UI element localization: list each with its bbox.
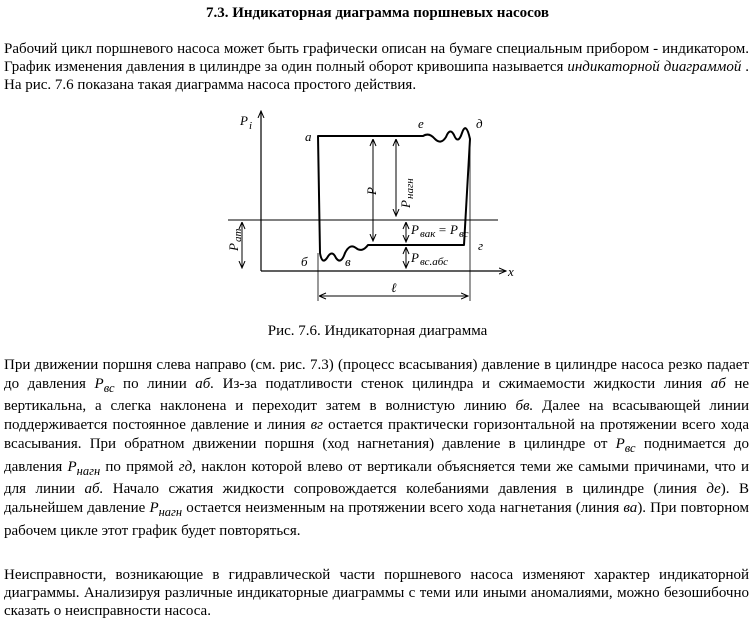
line-ref: бв. [515,398,534,415]
line-ref: де [706,481,721,498]
text-run: ). При повторном рабочем цикле этот график будет повторяться. [4,499,749,539]
p-vsabs-subscript: вс.абс [420,256,449,268]
point-e-label: е [418,116,424,131]
text-run: поднимается до давления [4,435,749,475]
symbol: Р [67,458,77,475]
l-label: ℓ [391,280,397,295]
point-a-label: а [305,129,312,144]
intro-paragraph [4,40,749,94]
diagram-contour [318,128,470,260]
p-vs-subscript: вс [459,228,469,240]
symbol-subscript: вс [624,440,636,455]
text-run: . На рис. 7.6 показана такая диаграмма насоса простого действия. [4,59,750,93]
line-ref: вг [310,417,324,434]
point-g-label: г [478,238,484,253]
text-run: При движении поршня слева направо (см. рис. 7.3) (процесс всасывания) давление в цилиндре насоса резко падает до давления [4,357,749,392]
p-vak-label: P [411,222,419,237]
symbol-subscript: нагн [76,463,101,478]
p-nagn-label: P [398,200,413,208]
p-vs-equals: = P [438,222,458,237]
text-run: Рабочий цикл поршневого насоса может быть графически описан на бумаге специальным прибором - индикатором. График изменения давления в цилиндре за один полный оборот кривошипа называется [4,41,749,75]
indicator-diagram-figure [228,103,528,313]
point-b-label: б [301,254,308,269]
term-indicator-diagram: индикаторной диаграммой [567,59,742,75]
p-vsabs-label: P [411,250,419,265]
point-v-label: в [345,254,351,269]
p-vak-subscript: вак [420,228,436,240]
figure-caption: Рис. 7.6. Индикаторная диаграмма [267,323,488,339]
p-at-subscript: ат [232,228,244,242]
p-nagn-subscript: нагн [404,178,416,199]
text-run: остается практически горизонтальной на протяжении всего хода всасывания. При обратном движении поршня (ход нагнетания) давление в цилиндре от [4,417,749,452]
text-run: Из-за податливости стенок цилиндра и сжимаемости жидкости линия [214,375,711,392]
process-paragraph [4,356,749,540]
point-d-label: д [476,116,483,131]
symbol: Р [615,435,625,452]
text-run: ). В дальнейшем давление [4,481,750,516]
p-at-label-group [226,229,244,253]
axis-y-subscript: i [249,120,253,132]
text-run: не вертикальна, а слегка наклонена и переходит затем в волнистую линию [4,375,750,415]
p-label: P [364,187,379,195]
p-at-label: P [226,243,241,251]
text-run: остается неизменным на протяжении всего хода нагнетания (линия [182,499,624,516]
text-run: , наклон которой влево от вертикали объясняется теми же самыми причинами, что и для линии [4,458,749,498]
section-heading: 7.3. Индикаторная диаграмма поршневых насосов [205,5,549,21]
text-run: Начало сжатия жидкости сопровождается колебаниями давления в цилиндре (линия [103,481,707,498]
symbol-subscript: нагн [158,504,183,519]
axis-y-label: P [240,113,248,128]
text-run: по прямой [100,458,179,475]
line-ref: аб. [84,481,104,498]
text-run: Далее на всасывающей линии поддерживается постоянное давление и линия [4,398,749,434]
symbol-subscript: вс [103,380,115,395]
p-nagn-label-group [398,178,416,209]
symbol: Р [94,375,104,392]
line-ref: гд [178,458,193,475]
axis-x-label: x [508,264,514,279]
text-run: по линии [114,375,196,392]
line-ref: ва [623,499,638,516]
line-ref: аб. [195,375,215,392]
symbol: Р [149,499,159,516]
faults-paragraph: Неисправности, возникающие в гидравлической части поршневого насоса изменяют характер индикаторной диаграммы. Анализируя различные индикаторные диаграммы с теми или иными аномалиями, можно безошибочно сказать о неисправности насоса. [4,567,749,619]
line-ref: аб [710,375,726,392]
